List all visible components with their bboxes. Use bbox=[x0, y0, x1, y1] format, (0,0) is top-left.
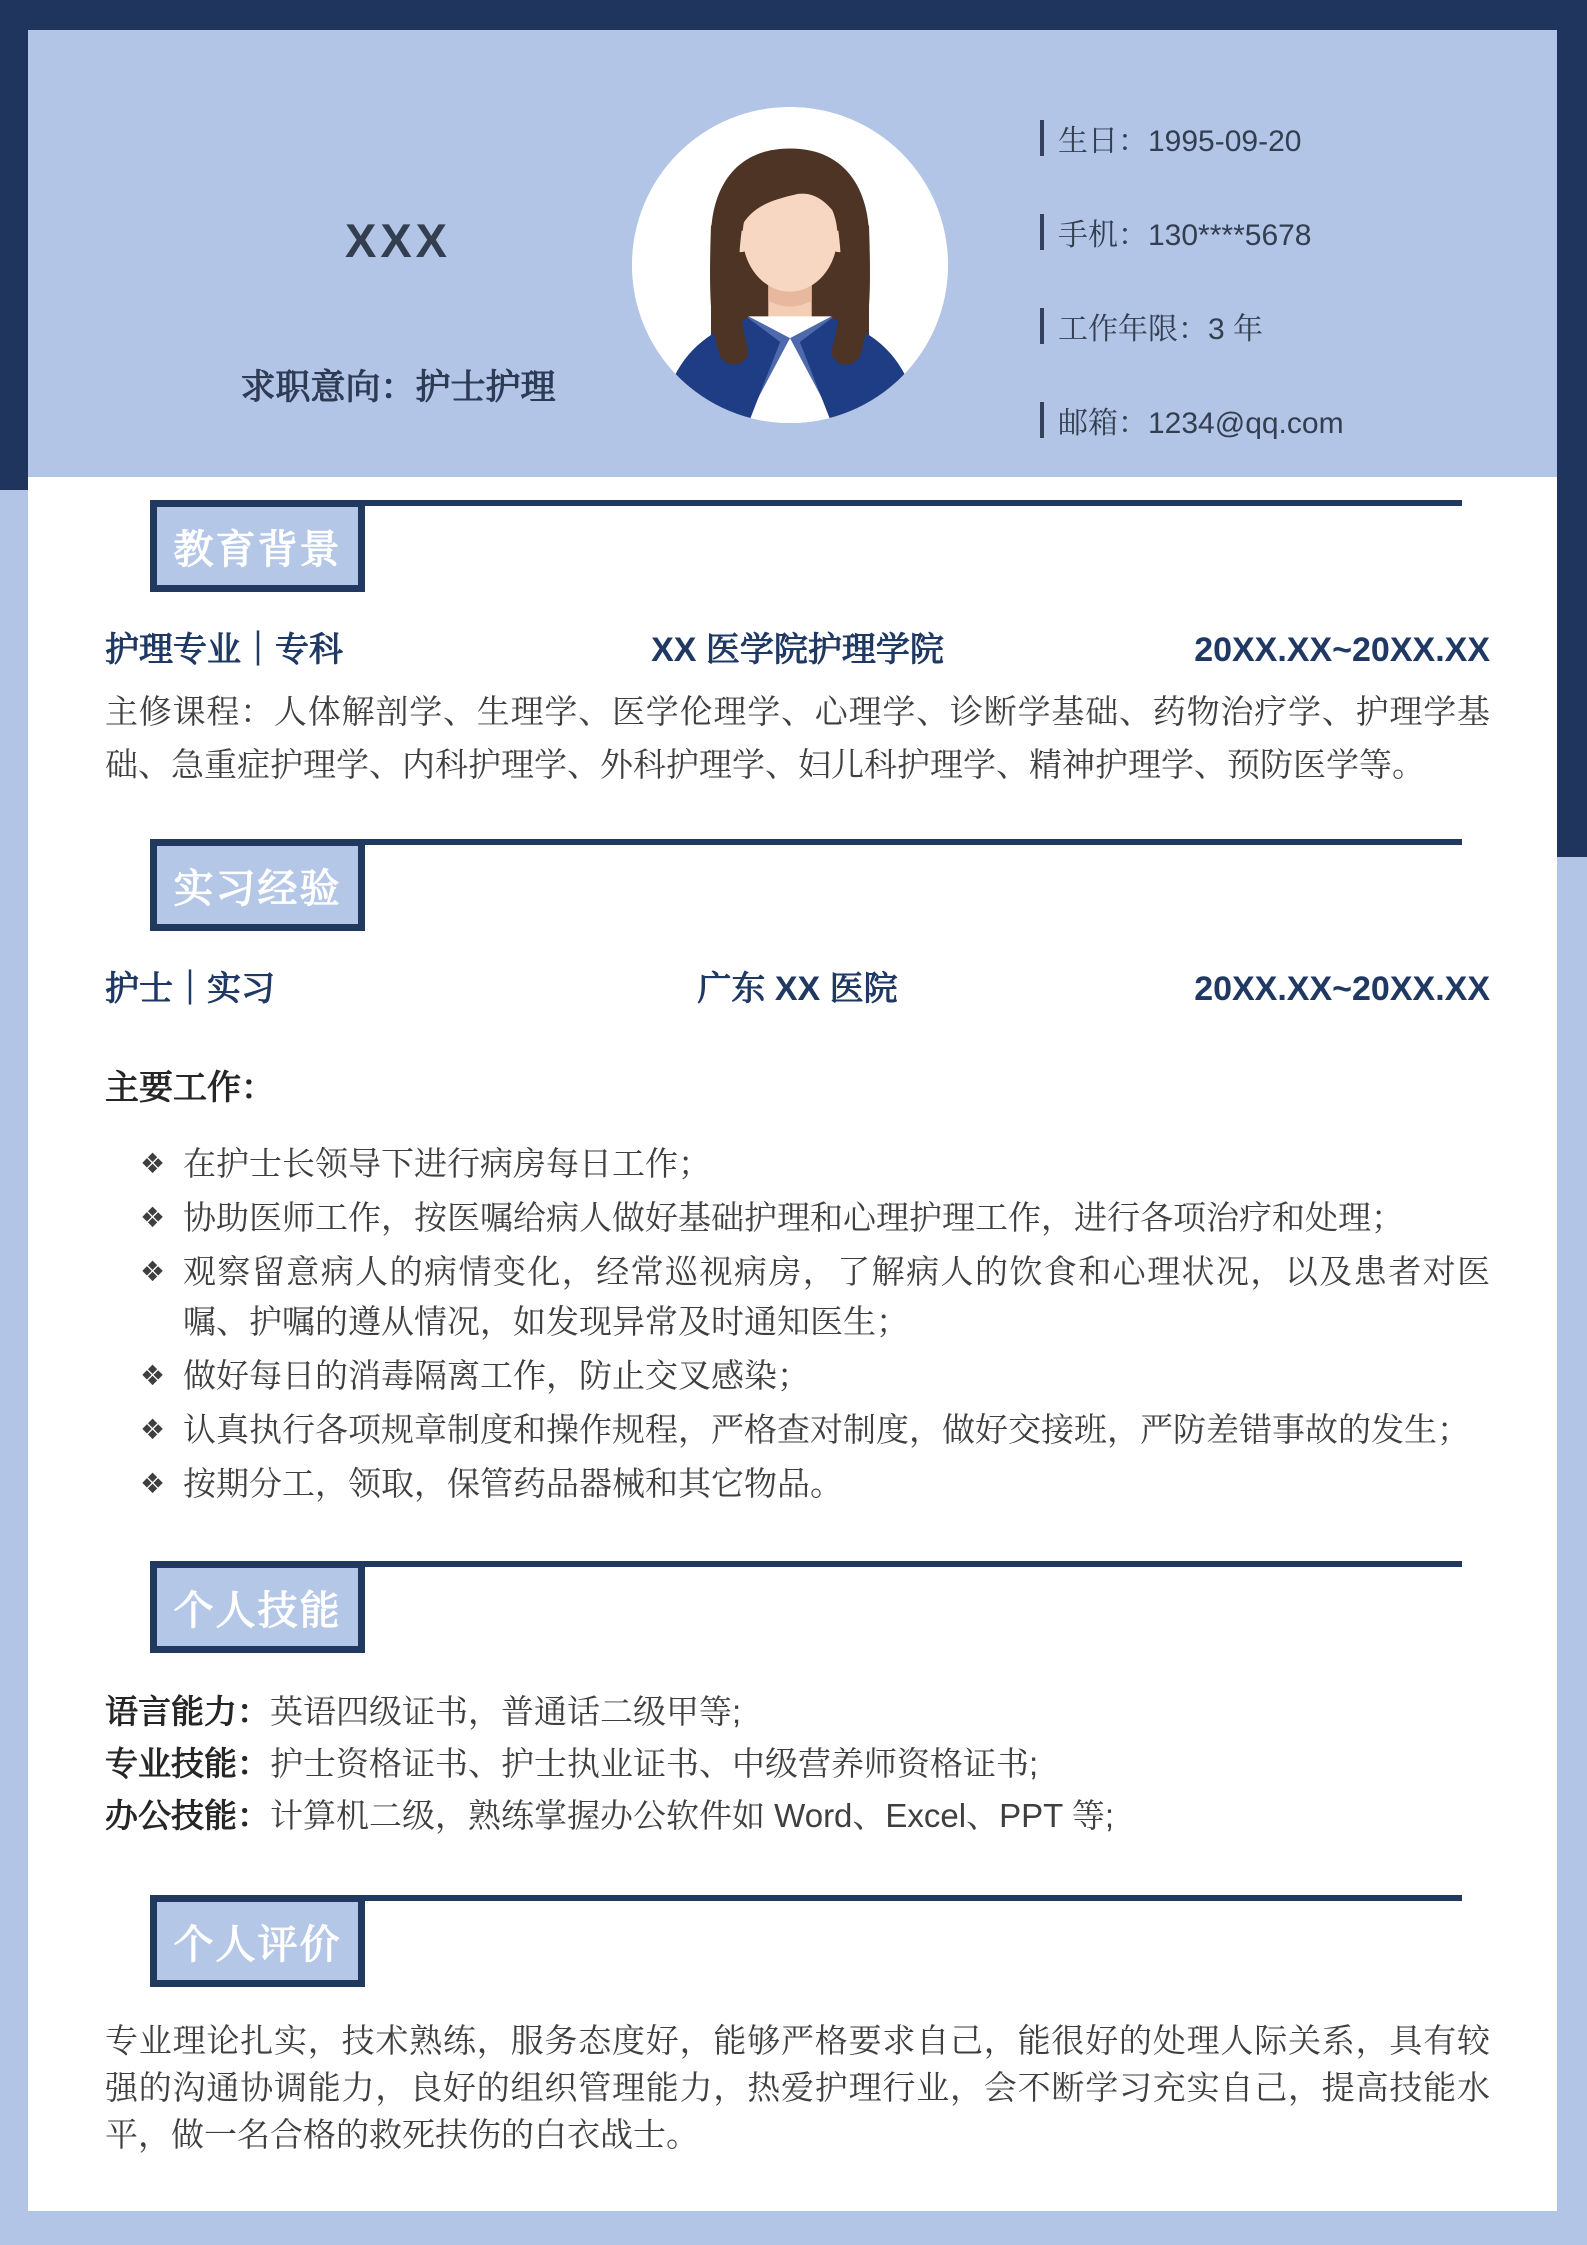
separator-bar bbox=[1040, 120, 1044, 156]
skill-text: 护士资格证书、护士执业证书、中级营养师资格证书; bbox=[270, 1745, 1039, 1782]
job-intention: 求职意向：护士护理 bbox=[240, 368, 556, 407]
bullet-text: 观察留意病人的病情变化，经常巡视病房，了解病人的饮食和心理状况，以及患者对医嘱、护嘱的遵从情况，如发现异常及时通知医生； bbox=[183, 1253, 1490, 1340]
education-period: 20XX.XX~20XX.XX bbox=[1194, 631, 1490, 669]
resume-body bbox=[105, 477, 1490, 2158]
frame-bottom-lightblue bbox=[0, 2211, 1587, 2245]
diamond-bullet-icon: ❖ bbox=[140, 1148, 166, 1179]
diamond-bullet-icon: ❖ bbox=[140, 1414, 166, 1445]
section-evaluation-header bbox=[105, 1895, 1490, 1987]
candidate-name: XXX bbox=[344, 214, 452, 267]
contact-value: 3 年 bbox=[1208, 313, 1264, 346]
contact-value: 130****5678 bbox=[1148, 219, 1312, 252]
bullet-text: 按期分工，领取，保管药品器械和其它物品。 bbox=[183, 1465, 843, 1502]
separator-bar bbox=[1040, 214, 1044, 250]
skill-row-language bbox=[105, 1686, 1490, 1738]
section-education-header bbox=[105, 500, 1490, 592]
section-badge-evaluation: 个人评价 bbox=[150, 1895, 365, 1987]
diamond-bullet-icon: ❖ bbox=[140, 1360, 166, 1391]
bullet-text: 认真执行各项规章制度和操作规程，严格查对制度，做好交接班，严防差错事故的发生； bbox=[183, 1411, 1470, 1448]
frame-right-navy bbox=[1557, 0, 1587, 857]
contact-label: 邮箱： bbox=[1058, 407, 1148, 440]
contact-label: 工作年限： bbox=[1058, 313, 1208, 346]
skill-label: 专业技能： bbox=[105, 1745, 270, 1782]
diamond-bullet-icon: ❖ bbox=[140, 1202, 166, 1233]
bullet-text: 在护士长领导下进行病房每日工作； bbox=[183, 1145, 711, 1182]
experience-org: 广东 XX 医院 bbox=[697, 970, 898, 1008]
bullet-text: 协助医师工作，按医嘱给病人做好基础护理和心理护理工作，进行各项治疗和处理； bbox=[183, 1199, 1404, 1236]
skill-text: 计算机二级，熟练掌握办公软件如 Word、Excel、PPT 等; bbox=[270, 1797, 1115, 1834]
section-badge-experience: 实习经验 bbox=[150, 839, 365, 931]
contact-row-birthday bbox=[1040, 118, 1344, 158]
list-item bbox=[105, 1351, 1490, 1401]
evaluation-text: 专业理论扎实，技术熟练，服务态度好，能够严格要求自己，能很好的处理人际关系，具有较强的沟通协调能力，良好的组织管理能力，热爱护理行业，会不断学习充实自己，提高技能水平，做一名合格的救死扶伤的白衣战士。 bbox=[105, 2022, 1490, 2153]
contact-row-experience-years bbox=[1040, 306, 1344, 346]
skill-row-office bbox=[105, 1790, 1490, 1842]
education-entry-row bbox=[105, 622, 1490, 671]
contact-value: 1995-09-20 bbox=[1148, 125, 1302, 158]
list-item bbox=[105, 1193, 1490, 1243]
skills-list bbox=[105, 1686, 1490, 1842]
list-item bbox=[105, 1139, 1490, 1189]
header bbox=[28, 30, 1557, 477]
section-experience-header bbox=[105, 839, 1490, 931]
contact-value: 1234@qq.com bbox=[1148, 407, 1344, 440]
section-skills-header bbox=[105, 1561, 1490, 1653]
contact-row-phone bbox=[1040, 212, 1344, 252]
separator-bar bbox=[1040, 308, 1044, 344]
diamond-bullet-icon: ❖ bbox=[140, 1256, 166, 1287]
section-badge-education: 教育背景 bbox=[150, 500, 365, 592]
experience-work-label: 主要工作： bbox=[105, 1069, 275, 1107]
skill-label: 办公技能： bbox=[105, 1797, 270, 1834]
list-item bbox=[105, 1459, 1490, 1509]
list-item bbox=[105, 1247, 1490, 1347]
frame-top-navy bbox=[0, 0, 1587, 30]
experience-period: 20XX.XX~20XX.XX bbox=[1194, 970, 1490, 1008]
experience-bullet-list bbox=[105, 1139, 1490, 1509]
contact-label: 手机： bbox=[1058, 219, 1148, 252]
section-badge-skills: 个人技能 bbox=[150, 1561, 365, 1653]
frame-left-navy bbox=[0, 0, 28, 490]
education-major: 护理专业｜专科 bbox=[105, 631, 343, 669]
experience-entry-row bbox=[105, 961, 1490, 1010]
avatar bbox=[632, 107, 948, 423]
avatar-illustration bbox=[632, 107, 948, 423]
skill-label: 语言能力： bbox=[105, 1693, 270, 1730]
diamond-bullet-icon: ❖ bbox=[140, 1468, 166, 1499]
bullet-text: 做好每日的消毒隔离工作，防止交叉感染； bbox=[183, 1357, 810, 1394]
contact-list bbox=[1040, 118, 1344, 494]
skill-row-professional bbox=[105, 1738, 1490, 1790]
education-description: 主修课程：人体解剖学、生理学、医学伦理学、心理学、诊断学基础、药物治疗学、护理学基础、急重症护理学、内科护理学、外科护理学、妇儿科护理学、精神护理学、预防医学等。 bbox=[105, 693, 1490, 783]
skill-text: 英语四级证书，普通话二级甲等; bbox=[270, 1693, 742, 1730]
separator-bar bbox=[1040, 402, 1044, 438]
experience-role: 护士｜实习 bbox=[105, 970, 275, 1008]
list-item bbox=[105, 1405, 1490, 1455]
contact-label: 生日： bbox=[1058, 125, 1148, 158]
contact-row-email bbox=[1040, 400, 1344, 440]
education-school: XX 医学院护理学院 bbox=[651, 631, 944, 669]
